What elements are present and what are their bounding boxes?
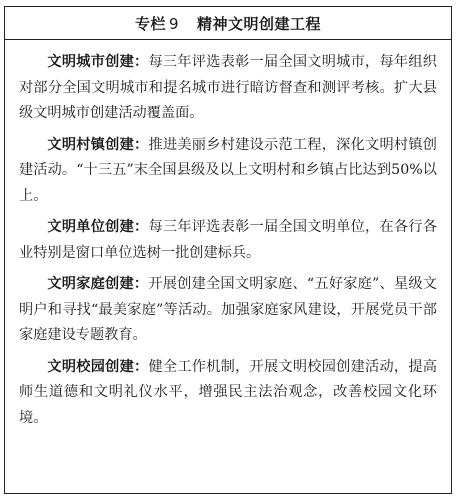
paragraph-civilized-unit xyxy=(19,215,437,266)
box-title: 精神文明创建工程 xyxy=(197,14,322,33)
paragraph-text: 推进美丽乡村建设示范工程，深化文明村镇创建活动。“十三五”末全国县级及以上文明村和乡镇占比达到50%以上。 xyxy=(19,136,437,204)
paragraph-text: 每三年评选表彰一届全国文明单位，在各行各业特别是窗口单位选树一批创建标兵。 xyxy=(19,219,437,261)
box-content xyxy=(5,40,451,431)
box-header xyxy=(5,7,451,40)
paragraph-text: 开展创建全国文明家庭、“五好家庭”、星级文明户和寻找“最美家庭”等活动。加强家庭家风建设，开展党员干部家庭建设专题教育。 xyxy=(19,276,437,343)
feature-box xyxy=(4,6,452,494)
paragraph-civilized-campus xyxy=(19,355,437,432)
column-number: 9 xyxy=(168,14,180,33)
paragraph-lead: 文明村镇创建： xyxy=(47,136,149,153)
paragraph-civilized-village xyxy=(19,133,437,210)
paragraph-lead: 文明校园创建： xyxy=(47,358,149,375)
column-tag xyxy=(135,13,179,34)
paragraph-text: 每三年评选表彰一届全国文明城市，每年组织对部分全国文明城市和提名城市进行暗访督查和测评考核。扩大县级文明城市创建活动覆盖面。 xyxy=(19,54,437,121)
paragraph-lead: 文明城市创建： xyxy=(47,54,149,70)
paragraph-lead: 文明家庭创建： xyxy=(47,276,149,292)
paragraph-civilized-city xyxy=(19,50,437,127)
column-label: 专栏 xyxy=(134,14,166,33)
paragraph-text: 健全工作机制，开展文明校园创建活动，提高师生道德和文明礼仪水平，增强民主法治观念，改善校园文化环境。 xyxy=(19,358,437,426)
paragraph-lead: 文明单位创建： xyxy=(47,219,149,235)
paragraph-civilized-family xyxy=(19,272,437,349)
